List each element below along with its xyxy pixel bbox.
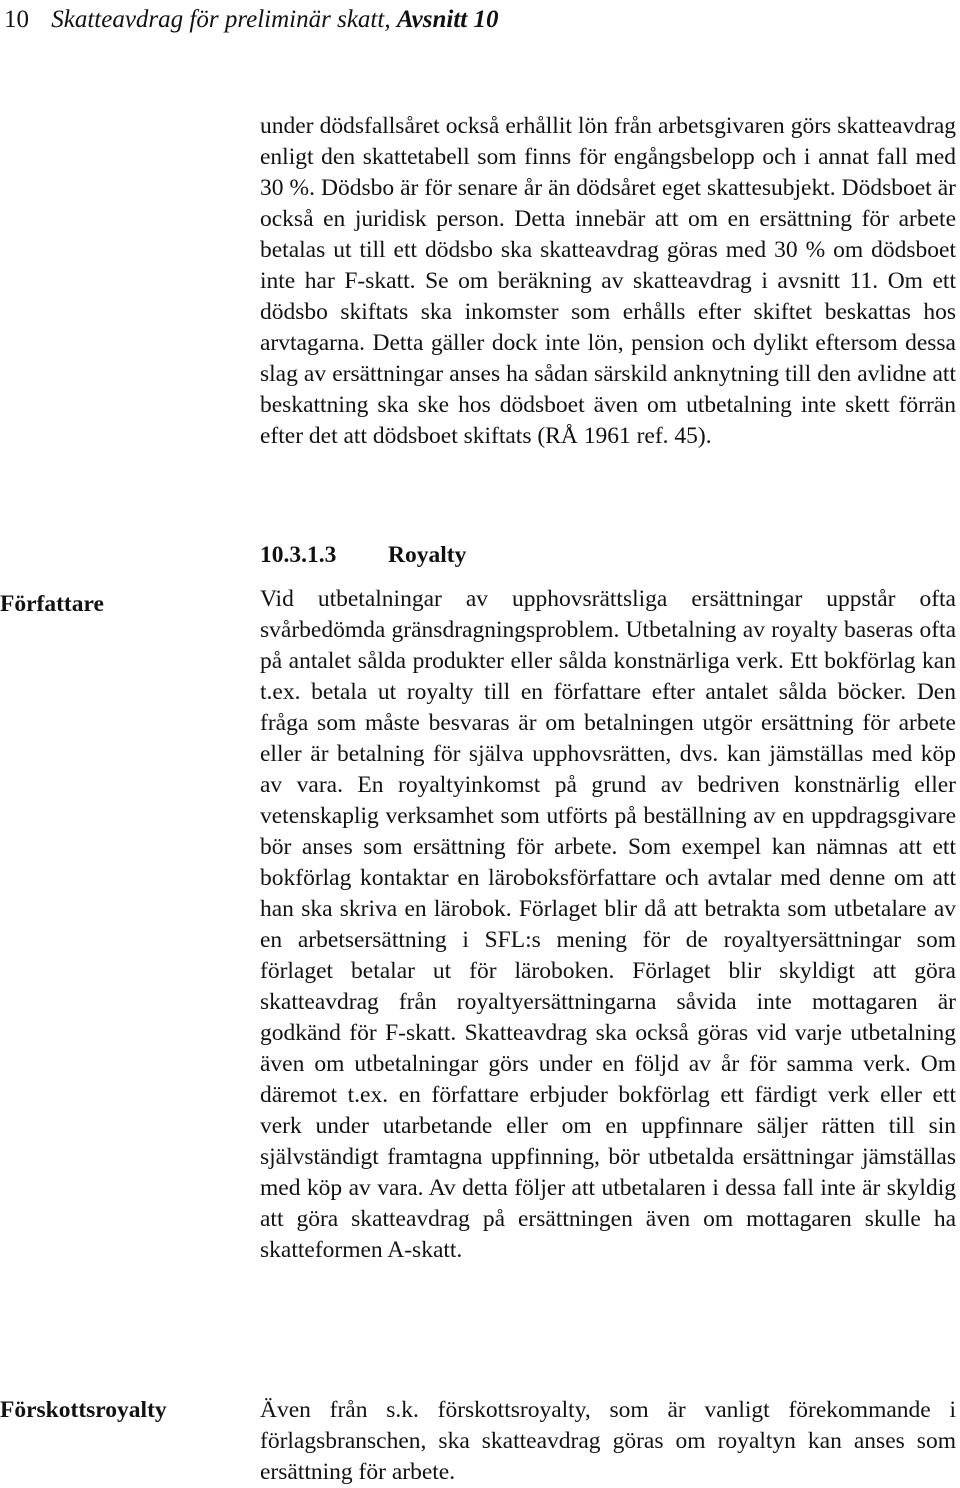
paragraph-forskottsroyalty: Även från s.k. förskottsroyalty, som är vanligt förekommande i förlagsbranschen, ska skatteavdrag göras om royaltyn kan anses som ersättning för arbete. — [260, 1397, 956, 1485]
margin-note-forfattare: Författare — [0, 591, 104, 617]
page-number: 10 — [4, 6, 29, 33]
section-heading — [260, 540, 466, 571]
margin-note-forskottsroyalty: Förskottsroyalty — [0, 1397, 167, 1423]
header-section: Avsnitt 10 — [396, 6, 499, 33]
header-title: Skatteavdrag för preliminär skatt, — [51, 6, 391, 33]
paragraph-royalty: Vid utbetalningar av upphovsrättsliga ersättningar uppstår ofta svårbedömda gränsdragningsproblem. Utbetalning av royalty baseras ofta på antalet sålda produkter eller sålda konstnärliga verk. Ett bokförlag kan t.ex. betala ut royalty till en författare efter antalet sålda böcker. Den fråga som måste besvaras är om betalningen utgör ersättning för arbete eller är betalning för själva upphovsrätten, dvs. kan jämställas med köp av vara. En royaltyinkomst på grund av bedriven konstnärlig eller vetenskaplig verksamhet som utförts på beställning av en uppdragsgivare bör anses som ersättning för arbete. Som exempel kan nämnas att ett bokförlag kontaktar en läroboksförfattare och avtalar med denne om att han ska skriva en lärobok. Förlaget blir då att betrakta som utbetalare av en arbetsersättning i SFL:s mening för de royaltyersättningar som förlaget betalar ut för läroboken. Förlaget blir skyldigt att göra skatteavdrag från royaltyersättningarna såvida inte mottagaren är godkänd för F-skatt. Skatteavdrag ska också göras vid varje utbetalning även om utbetalningar görs under en följd av år för samma verk. Om däremot t.ex. en författare erbjuder bokförlag ett färdigt verk eller ett verk under utarbetande eller om en uppfinnare säljer rätten till sin självständigt framtagna uppfinning, bör utbetalda ersättningar jämställas med köp av vara. Av detta följer att utbetalaren i dessa fall inte är skyldig att göra skatteavdrag på ersättningen även om mottagaren skulle ha skatteformen A-skatt. — [260, 586, 956, 1263]
page-header — [4, 0, 498, 40]
section-number: 10.3.1.3 — [260, 542, 337, 568]
section-title: Royalty — [388, 542, 467, 568]
paragraph-dodsbo: under dödsfallsåret också erhållit lön från arbetsgivaren görs skatteavdrag enligt den skattetabell som finns för engångsbelopp och i annat fall med 30 %. Dödsbo är för senare år än dödsåret eget skattesubjekt. Dödsboet är också en juridisk person. Detta innebär att om en ersättning för arbete betalas ut till ett dödsbo ska skatteavdrag göras med 30 % om dödsboet inte har F-skatt. Se om beräkning av skatteavdrag i avsnitt 11. Om ett dödsbo skiftats ska inkomster som erhålls efter skiftet beskattas hos arvtagarna. Detta gäller dock inte lön, pension och dylikt eftersom dessa slag av ersättningar anses ha sådan särskild anknytning till den avlidne att beskattning ska ske hos dödsboet även om utbetalning inte skett förrän efter det att dödsboet skiftats (RÅ 1961 ref. 45). — [260, 113, 956, 449]
